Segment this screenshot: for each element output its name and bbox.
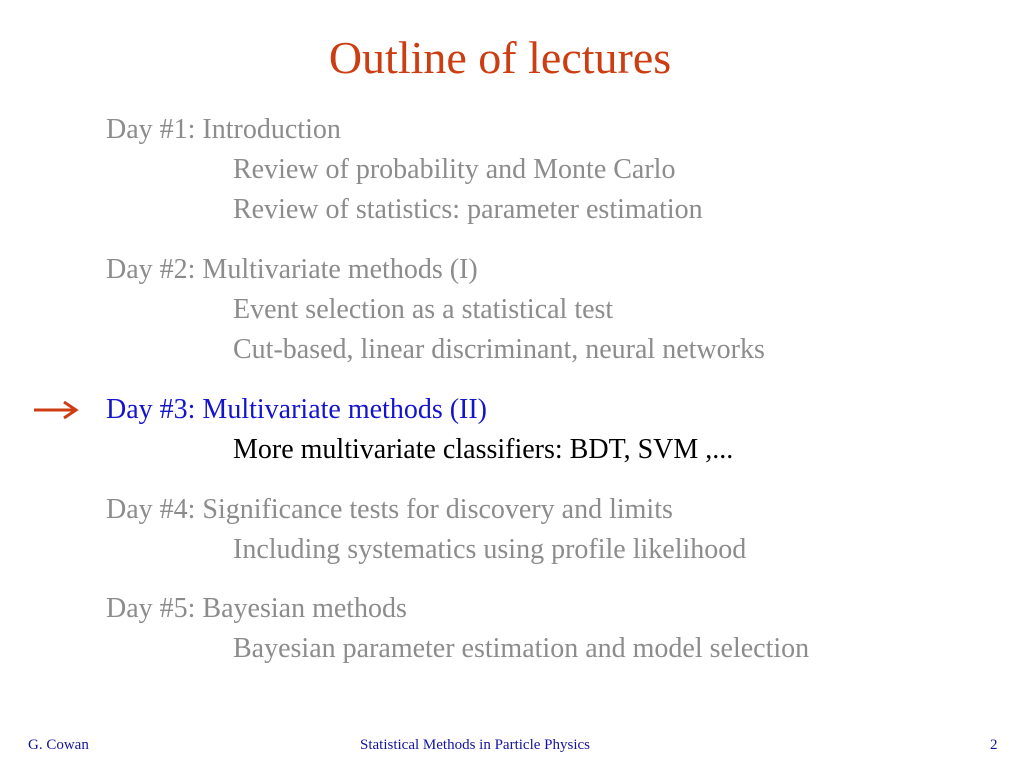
- day-1-topic-2: Review of statistics: parameter estimation: [233, 194, 703, 225]
- day-3-topic-1: More multivariate classifiers: BDT, SVM ,...: [233, 434, 734, 465]
- footer-author: G. Cowan: [28, 737, 89, 753]
- footer-page-number: 2: [990, 737, 998, 753]
- day-2-block: [106, 250, 765, 370]
- day-5-heading: Day #5: Bayesian methods: [106, 593, 407, 624]
- day-3-block: [106, 390, 733, 470]
- day-4-topic-1: Including systematics using profile likelihood: [233, 534, 747, 565]
- day-1-heading: Day #1: Introduction: [106, 114, 341, 145]
- day-1-topic-1: Review of probability and Monte Carlo: [233, 154, 676, 185]
- day-3-heading: Day #3: Multivariate methods (II): [106, 394, 488, 425]
- day-5-topic-1: Bayesian parameter estimation and model selection: [233, 633, 810, 664]
- day-4-heading: Day #4: Significance tests for discovery and limits: [106, 494, 673, 525]
- day-2-topic-2: Cut-based, linear discriminant, neural networks: [233, 334, 765, 365]
- day-2-topic-1: Event selection as a statistical test: [233, 294, 614, 325]
- day-2-heading: Day #2: Multivariate methods (I): [106, 254, 478, 285]
- footer-course-title: Statistical Methods in Particle Physics: [360, 737, 590, 753]
- slide-title: Outline of lectures: [328, 32, 672, 83]
- day-5-block: [106, 589, 809, 669]
- day-1-block: [106, 110, 703, 230]
- right-arrow-icon: [32, 399, 80, 421]
- day-4-block: [106, 490, 746, 570]
